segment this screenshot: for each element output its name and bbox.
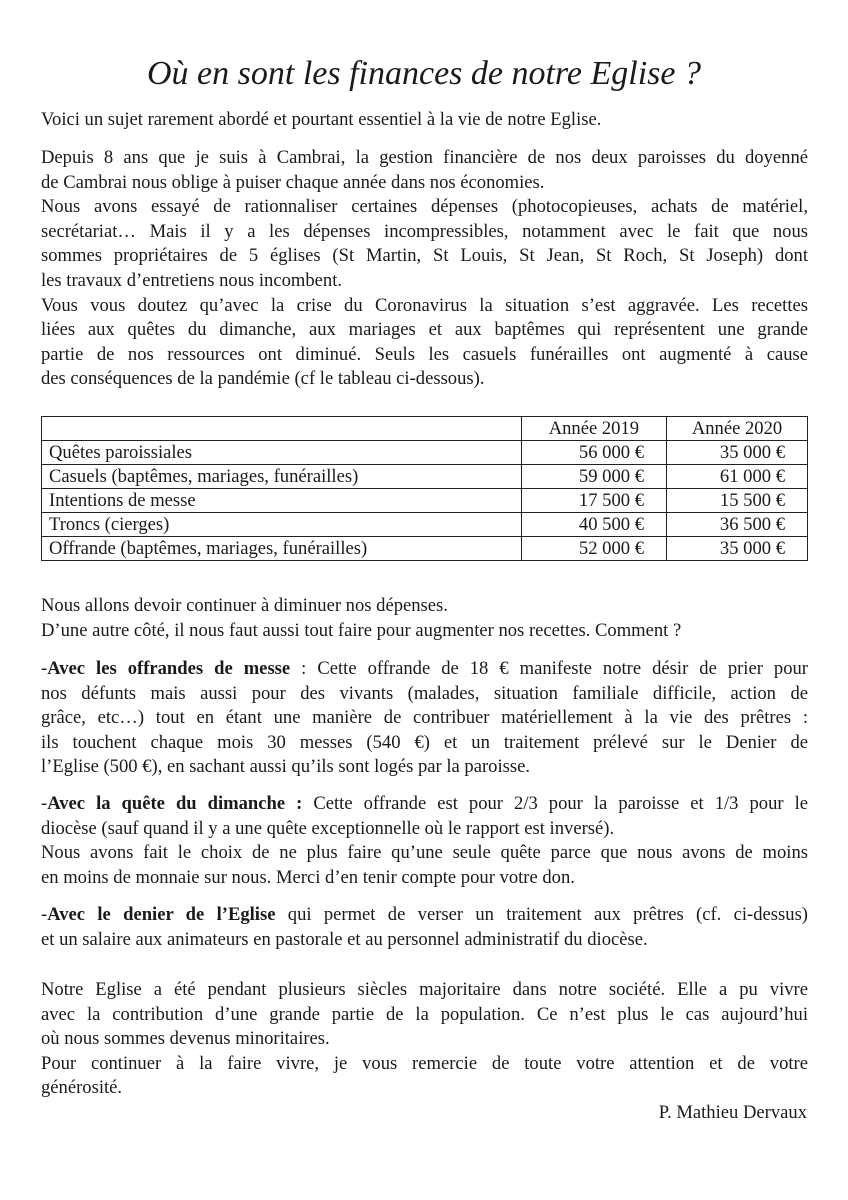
value-2020: 35 000 € bbox=[667, 537, 808, 561]
table-row bbox=[42, 537, 808, 561]
section-prefix: - bbox=[41, 793, 48, 814]
text-line: de Cambrai nous oblige à puiser chaque année dans nos économies. bbox=[41, 171, 545, 193]
table-row bbox=[42, 489, 808, 513]
text-line: nos défunts mais aussi pour des vivants (malades, situation familiale difficile, action de bbox=[41, 682, 808, 704]
value-2019: 59 000 € bbox=[521, 465, 666, 489]
text-line: ils touchent chaque mois 30 messes (540 €) et un traitement prélevé sur le Denier de bbox=[41, 731, 808, 753]
section-heading: Avec le denier de l’Eglise bbox=[47, 904, 276, 925]
text-line: Pour continuer à la faire vivre, je vous remercie de toute votre attention et de votre bbox=[41, 1052, 808, 1074]
text-line: avec la contribution d’une grande partie de la population. Ce n’est plus le cas aujourd’hui bbox=[41, 1003, 808, 1025]
text-line: et un salaire aux animateurs en pastorale et au personnel administratif du diocèse. bbox=[41, 928, 648, 950]
section-prefix: - bbox=[41, 658, 48, 679]
text-line: grâce, etc…) tout en étant une manière de contribuer matériellement à la vie des prêtres : bbox=[41, 707, 808, 729]
intro-paragraph: Voici un sujet rarement abordé et pourtant essentiel à la vie de notre Eglise. bbox=[41, 109, 602, 130]
text-line: Nous allons devoir continuer à diminuer nos dépenses. bbox=[41, 595, 448, 616]
text-line: Nous avons essayé de rationnaliser certaines dépenses (photocopieuses, achats de matériel, bbox=[41, 196, 808, 218]
text-line bbox=[41, 792, 808, 817]
value-2020: 35 000 € bbox=[667, 441, 808, 465]
section-text: : Cette offrande de 18 € manifeste notre désir de prier pour bbox=[290, 658, 808, 679]
value-2020: 36 500 € bbox=[667, 513, 808, 537]
text-line bbox=[41, 657, 808, 682]
context-paragraph bbox=[41, 146, 808, 392]
row-label: Offrande (baptêmes, mariages, funérailles) bbox=[42, 537, 522, 561]
text-line: D’une autre côté, il nous faut aussi tout faire pour augmenter nos recettes. Comment ? bbox=[41, 619, 682, 641]
text-line: les travaux d’entretiens nous incombent. bbox=[41, 269, 343, 291]
header-cell bbox=[42, 417, 522, 441]
text-line: diocèse (sauf quand il y a une quête exceptionnelle où le rapport est inversé). bbox=[41, 817, 615, 839]
value-2020: 15 500 € bbox=[667, 489, 808, 513]
signature: P. Mathieu Dervaux bbox=[658, 1102, 807, 1123]
section-heading: Avec la quête du dimanche : bbox=[47, 793, 303, 814]
table-row bbox=[42, 465, 808, 489]
value-2019: 40 500 € bbox=[521, 513, 666, 537]
value-2019: 56 000 € bbox=[521, 441, 666, 465]
text-line: des conséquences de la pandémie (cf le tableau ci-dessous). bbox=[41, 368, 485, 390]
expenses-paragraph bbox=[41, 594, 808, 643]
text-line: partie de nos ressources ont diminué. Seuls les casuels funérailles ont augmenté à cause bbox=[41, 343, 808, 365]
section-church-denier bbox=[41, 903, 808, 952]
text-line: liées aux quêtes du dimanche, aux mariages et aux baptêmes qui représentent une grande bbox=[41, 319, 808, 341]
row-label: Casuels (baptêmes, mariages, funérailles) bbox=[42, 465, 522, 489]
row-label: Troncs (cierges) bbox=[42, 513, 522, 537]
value-2019: 17 500 € bbox=[521, 489, 666, 513]
section-heading: Avec les offrandes de messe bbox=[47, 658, 291, 679]
row-label: Intentions de messe bbox=[42, 489, 522, 513]
value-2020: 61 000 € bbox=[667, 465, 808, 489]
section-mass-offerings bbox=[41, 657, 808, 780]
table-row bbox=[42, 513, 808, 537]
text-line bbox=[41, 903, 808, 928]
section-text: Cette offrande est pour 2/3 pour la paroisse et 1/3 pour le bbox=[302, 793, 808, 814]
header-cell-2020: Année 2020 bbox=[667, 417, 808, 441]
table-row bbox=[42, 441, 808, 465]
section-sunday-collection bbox=[41, 792, 808, 890]
section-prefix: - bbox=[41, 904, 48, 925]
text-line: en moins de monnaie sur nous. Merci d’en tenir compte pour votre don. bbox=[41, 866, 575, 888]
text-line: Notre Eglise a été pendant plusieurs siècles majoritaire dans notre société. Elle a pu vivre bbox=[41, 979, 808, 1000]
row-label: Quêtes paroissiales bbox=[42, 441, 522, 465]
header-cell-2019: Année 2019 bbox=[521, 417, 666, 441]
text-line: où nous sommes devenus minoritaires. bbox=[41, 1028, 330, 1050]
text-line: Vous vous doutez qu’avec la crise du Coronavirus la situation s’est aggravée. Les recettes bbox=[41, 294, 808, 316]
text-line: sommes propriétaires de 5 églises (St Martin, St Louis, St Jean, St Roch, St Joseph) dont bbox=[41, 245, 808, 267]
finance-table bbox=[41, 416, 808, 561]
value-2019: 52 000 € bbox=[521, 537, 666, 561]
table-header-row bbox=[42, 417, 808, 441]
page-title: Où en sont les finances de notre Eglise ? bbox=[147, 55, 701, 92]
text-line: l’Eglise (500 €), en sachant aussi qu’ils sont logés par la paroisse. bbox=[41, 756, 531, 778]
text-line: Depuis 8 ans que je suis à Cambrai, la gestion financière de nos deux paroisses du doyenné bbox=[41, 147, 808, 168]
conclusion-paragraph bbox=[41, 978, 808, 1101]
section-text: qui permet de verser un traitement aux prêtres (cf. ci-dessus) bbox=[275, 904, 808, 925]
text-line: générosité. bbox=[41, 1077, 123, 1099]
text-line: Nous avons fait le choix de ne plus faire qu’une seule quête parce que nous avons de moins bbox=[41, 842, 808, 864]
text-line: secrétariat… Mais il y a les dépenses incompressibles, notamment avec le fait que nous bbox=[41, 220, 808, 242]
